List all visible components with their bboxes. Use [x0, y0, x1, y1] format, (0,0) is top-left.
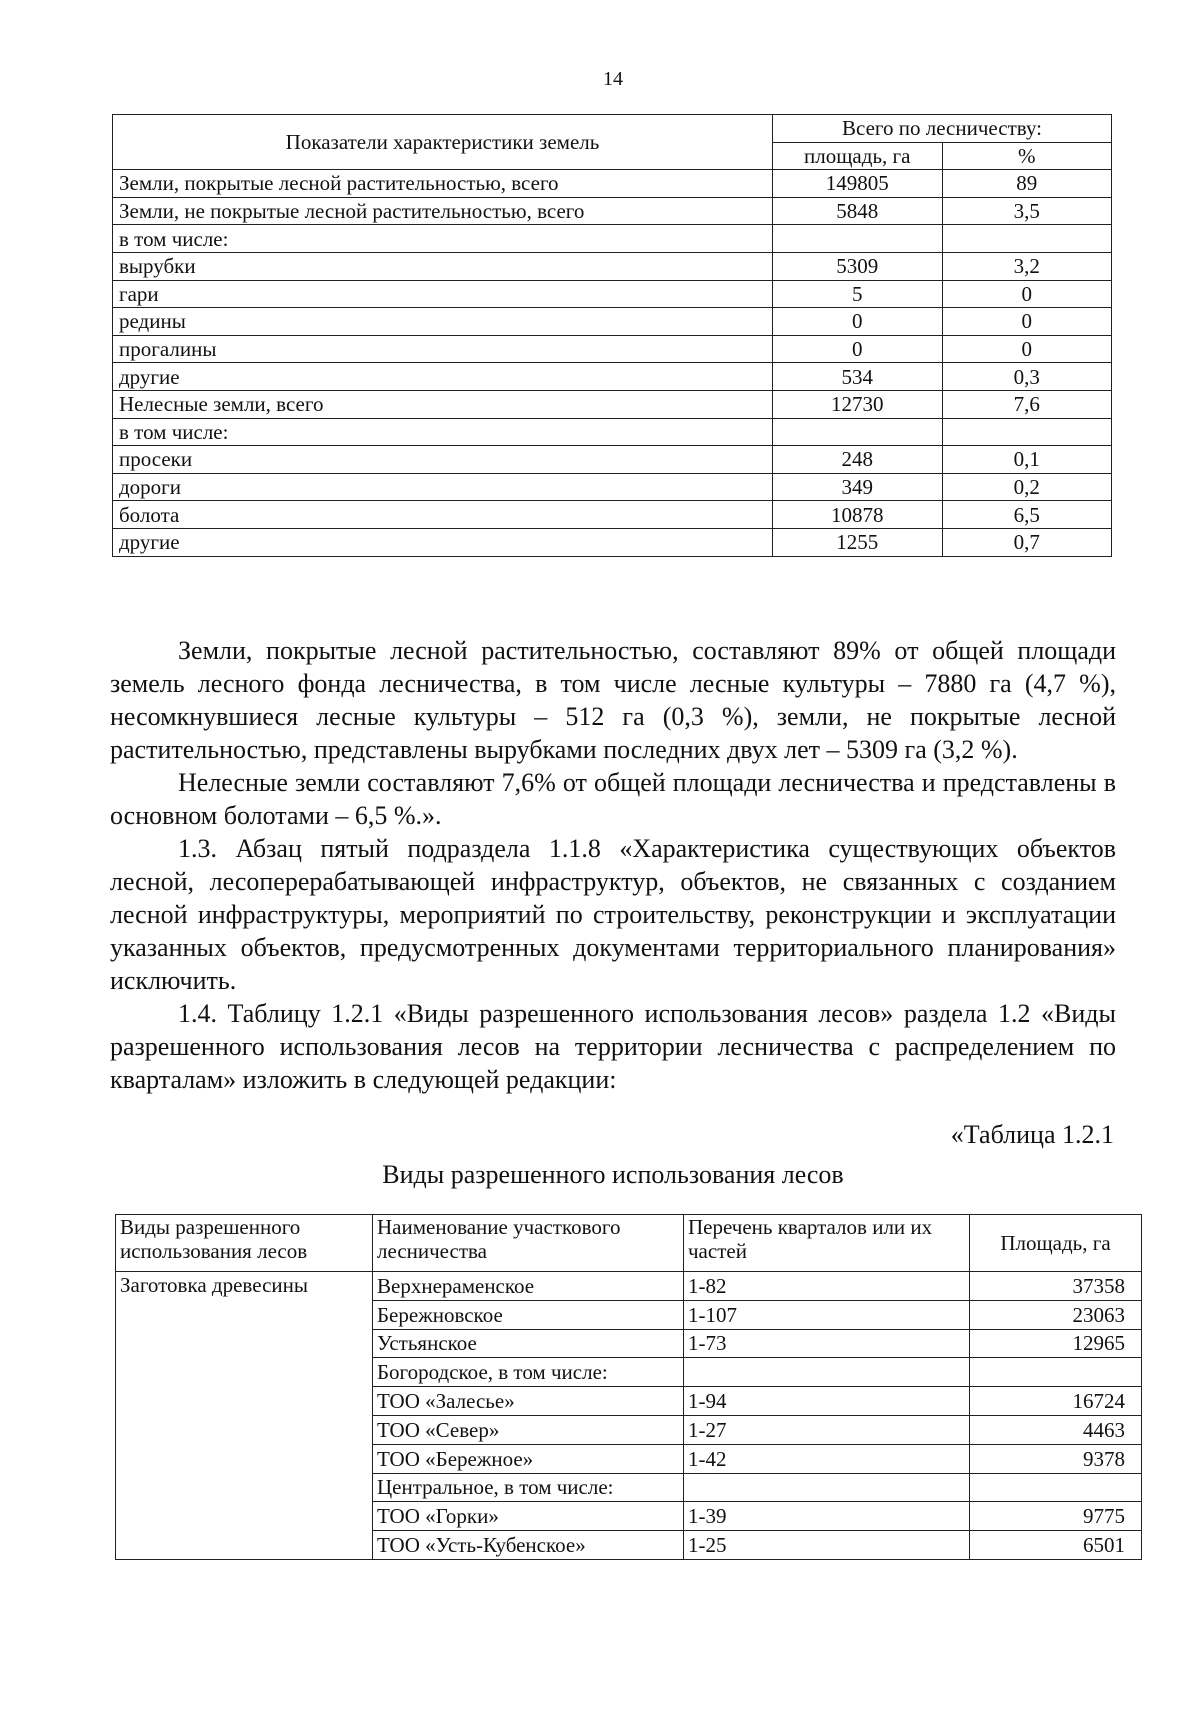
row-forestry: Устьянское: [373, 1329, 684, 1358]
row-area: 1255: [773, 528, 943, 556]
row-area: 9775: [970, 1502, 1142, 1531]
row-area: 12965: [970, 1329, 1142, 1358]
table-row: [116, 1272, 1142, 1301]
body-text: [110, 634, 1116, 1096]
row-area: 149805: [773, 170, 943, 198]
header-area: Площадь, га: [970, 1215, 1142, 1272]
land-characteristics-table: [112, 114, 1112, 557]
page-number: 14: [603, 68, 623, 90]
row-percent: 0: [942, 335, 1112, 363]
row-name: просеки: [113, 446, 773, 474]
row-forestry: ТОО «Залесье»: [373, 1387, 684, 1416]
row-quarters: 1-27: [684, 1415, 970, 1444]
row-quarters: 1-94: [684, 1387, 970, 1416]
table-row: [113, 501, 1112, 529]
row-forestry: ТОО «Бережное»: [373, 1444, 684, 1473]
row-area: 5: [773, 280, 943, 308]
row-percent: [942, 225, 1112, 253]
table-reference: «Таблица 1.2.1: [950, 1120, 1114, 1149]
row-area: [773, 418, 943, 446]
header-indicators: Показатели характеристики земель: [113, 115, 773, 170]
paragraph: 1.3. Абзац пятый подраздела 1.1.8 «Характеристика существующих объектов лесной, лесоперерабатывающей инфраструктур, объектов, не связанных с созданием лесной инфраструктуры, мероприятий по строительству, реконструкции и эксплуатации указанных объектов, предусмотренных документами территориального планирования» исключить.: [110, 834, 1116, 995]
row-percent: 3,2: [942, 252, 1112, 280]
row-name: Земли, покрытые лесной растительностью, всего: [113, 170, 773, 198]
table-row: [113, 308, 1112, 336]
row-name: другие: [113, 363, 773, 391]
header-forestry: Наименование участкового лесничества: [373, 1215, 684, 1272]
table-row: [113, 390, 1112, 418]
row-area: 6501: [970, 1531, 1142, 1560]
row-area: 9378: [970, 1444, 1142, 1473]
table-row: [113, 252, 1112, 280]
row-forestry: ТОО «Север»: [373, 1415, 684, 1444]
row-percent: [942, 418, 1112, 446]
header-percent: %: [942, 142, 1112, 170]
table-row: [113, 335, 1112, 363]
row-area: 23063: [970, 1300, 1142, 1329]
paragraph: 1.4. Таблицу 1.2.1 «Виды разрешенного использования лесов» раздела 1.2 «Виды разрешенного использования лесов на территории лесничества с распределением по кварталам» изложить в следующей редакции:: [110, 999, 1116, 1094]
table-row: [113, 280, 1112, 308]
row-area: 37358: [970, 1272, 1142, 1301]
table-row: [113, 170, 1112, 198]
header-total-group: Всего по лесничеству:: [773, 115, 1112, 143]
usage-type: Заготовка древесины: [116, 1272, 373, 1560]
table-header-row: [113, 115, 1112, 143]
row-percent: 0: [942, 280, 1112, 308]
row-percent: 6,5: [942, 501, 1112, 529]
row-area: 349: [773, 473, 943, 501]
row-forestry: Верхнераменское: [373, 1272, 684, 1301]
row-forestry: Центральное, в том числе:: [373, 1473, 684, 1502]
row-quarters: 1-73: [684, 1329, 970, 1358]
row-forestry: Бережновское: [373, 1300, 684, 1329]
row-percent: 0,3: [942, 363, 1112, 391]
permitted-use-table: [115, 1214, 1142, 1560]
row-percent: 0,7: [942, 528, 1112, 556]
row-name: гари: [113, 280, 773, 308]
header-usage: Виды разрешенного использования лесов: [116, 1215, 373, 1272]
table-title: Виды разрешенного использования лесов: [382, 1160, 844, 1189]
row-name: дороги: [113, 473, 773, 501]
table-row: [113, 528, 1112, 556]
row-quarters: 1-82: [684, 1272, 970, 1301]
row-quarters: [684, 1473, 970, 1502]
row-area: 10878: [773, 501, 943, 529]
row-area: 0: [773, 308, 943, 336]
row-percent: 3,5: [942, 197, 1112, 225]
table-row: [113, 418, 1112, 446]
table-row: [113, 197, 1112, 225]
row-quarters: 1-25: [684, 1531, 970, 1560]
row-area: 16724: [970, 1387, 1142, 1416]
row-name: вырубки: [113, 252, 773, 280]
row-percent: 0,2: [942, 473, 1112, 501]
row-area: 0: [773, 335, 943, 363]
row-forestry: Богородское, в том числе:: [373, 1358, 684, 1387]
row-area: 4463: [970, 1415, 1142, 1444]
table-row: [113, 473, 1112, 501]
row-name: прогалины: [113, 335, 773, 363]
row-area: [970, 1473, 1142, 1502]
row-area: 12730: [773, 390, 943, 418]
table-row: [113, 446, 1112, 474]
table-header-row: [116, 1215, 1142, 1272]
row-percent: 89: [942, 170, 1112, 198]
row-name: другие: [113, 528, 773, 556]
header-quarters: Перечень кварталов или их частей: [684, 1215, 970, 1272]
paragraph: Нелесные земли составляют 7,6% от общей площади лесничества и представлены в основном болотами – 6,5 %.».: [110, 768, 1116, 830]
row-quarters: 1-107: [684, 1300, 970, 1329]
table-row: [113, 225, 1112, 253]
table-row: [113, 363, 1112, 391]
row-percent: 0,1: [942, 446, 1112, 474]
paragraph: Земли, покрытые лесной растительностью, составляют 89% от общей площади земель лесного фонда лесничества, в том числе лесные культуры – 7880 га (4,7 %), несомкнувшиеся лесные культуры – 512 га (0,3 %), земли, не покрытые лесной растительностью, представлены вырубками последних двух лет – 5309 га (3,2 %).: [110, 636, 1116, 764]
row-name: редины: [113, 308, 773, 336]
row-area: 5309: [773, 252, 943, 280]
row-name: в том числе:: [113, 418, 773, 446]
row-percent: 0: [942, 308, 1112, 336]
row-name: в том числе:: [113, 225, 773, 253]
header-area: площадь, га: [773, 142, 943, 170]
row-name: Земли, не покрытые лесной растительностью, всего: [113, 197, 773, 225]
row-area: 248: [773, 446, 943, 474]
row-area: [773, 225, 943, 253]
row-name: Нелесные земли, всего: [113, 390, 773, 418]
row-name: болота: [113, 501, 773, 529]
row-quarters: 1-42: [684, 1444, 970, 1473]
row-quarters: 1-39: [684, 1502, 970, 1531]
row-area: 534: [773, 363, 943, 391]
row-area: [970, 1358, 1142, 1387]
row-quarters: [684, 1358, 970, 1387]
row-forestry: ТОО «Усть-Кубенское»: [373, 1531, 684, 1560]
row-percent: 7,6: [942, 390, 1112, 418]
row-forestry: ТОО «Горки»: [373, 1502, 684, 1531]
row-area: 5848: [773, 197, 943, 225]
